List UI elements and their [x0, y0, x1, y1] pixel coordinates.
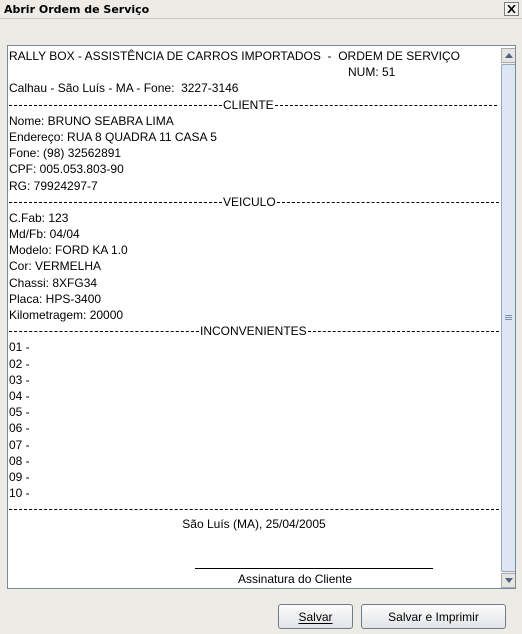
scroll-up-button[interactable] [501, 48, 516, 63]
separator-inconvenientes [9, 323, 499, 339]
separator-cliente [9, 97, 499, 113]
inconveniente-item: 01 - [9, 340, 30, 355]
veiculo-cor: Cor: VERMELHA [9, 259, 102, 274]
section-inconvenientes: INCONVENIENTES [200, 324, 307, 339]
window-title: Abrir Ordem de Serviço [4, 3, 150, 16]
section-veiculo: VEICULO [223, 194, 276, 209]
inconveniente-item: 10 - [9, 486, 30, 501]
scroll-down-button[interactable] [501, 573, 516, 588]
veiculo-km: Kilometragem: 20000 [9, 308, 124, 322]
signature-label: Assinatura do Cliente [238, 571, 353, 586]
title-bar [0, 0, 522, 19]
veiculo-cfab: C.Fab: 123 [9, 210, 69, 225]
arrow-up-icon [505, 53, 513, 58]
close-button[interactable] [504, 2, 519, 16]
vertical-scrollbar[interactable] [501, 48, 516, 588]
save-button-label: Salvar [298, 609, 333, 624]
header-line-3: Calhau - São Luís - MA - Fone: 3227-3146 [9, 81, 239, 96]
order-number: NUM: 51 [348, 65, 396, 80]
signature-line [195, 568, 433, 569]
cliente-fone: Fone: (98) 32562891 [9, 146, 122, 161]
save-button[interactable] [278, 604, 353, 629]
section-cliente: CLIENTE [223, 97, 274, 112]
close-icon [507, 5, 516, 13]
document-content[interactable] [9, 48, 499, 587]
inconveniente-item: 07 - [9, 437, 30, 452]
inconveniente-item: 09 - [9, 469, 30, 484]
arrow-down-icon [505, 578, 513, 583]
header-line-1: RALLY BOX - ASSISTÊNCIA DE CARROS IMPORTADOS - ORDEM DE SERVIÇO [9, 49, 460, 63]
cliente-rg: RG: 79924297-7 [9, 178, 98, 193]
footer-date: São Luís (MA), 25/04/2005 [182, 517, 326, 532]
save-and-print-button[interactable] [361, 604, 506, 629]
save-and-print-button-label: Salvar e Imprimir [388, 609, 479, 624]
veiculo-modelo: Modelo: FORD KA 1.0 [9, 243, 128, 258]
cliente-cpf: CPF: 005.053.803-90 [9, 162, 124, 177]
cliente-endereco: Endereço: RUA 8 QUADRA 11 CASA 5 [9, 129, 217, 144]
scroll-thumb[interactable] [501, 64, 516, 572]
inconveniente-item: 02 - [9, 356, 30, 371]
veiculo-chassi: Chassi: 8XFG34 [9, 275, 98, 290]
veiculo-mdfb: Md/Fb: 04/04 [9, 227, 80, 242]
inconveniente-item: 03 - [9, 372, 30, 387]
inconveniente-item: 04 - [9, 388, 30, 403]
separator-footer [9, 501, 499, 517]
separator-veiculo [9, 194, 499, 210]
header-line-2 [9, 64, 499, 80]
cliente-nome: Nome: BRUNO SEABRA LIMA [9, 113, 174, 128]
inconveniente-item: 08 - [9, 453, 30, 468]
document-text-area[interactable] [7, 45, 516, 589]
inconveniente-item: 06 - [9, 421, 30, 436]
veiculo-placa: Placa: HPS-3400 [9, 291, 102, 306]
inconveniente-item: 05 - [9, 405, 30, 420]
